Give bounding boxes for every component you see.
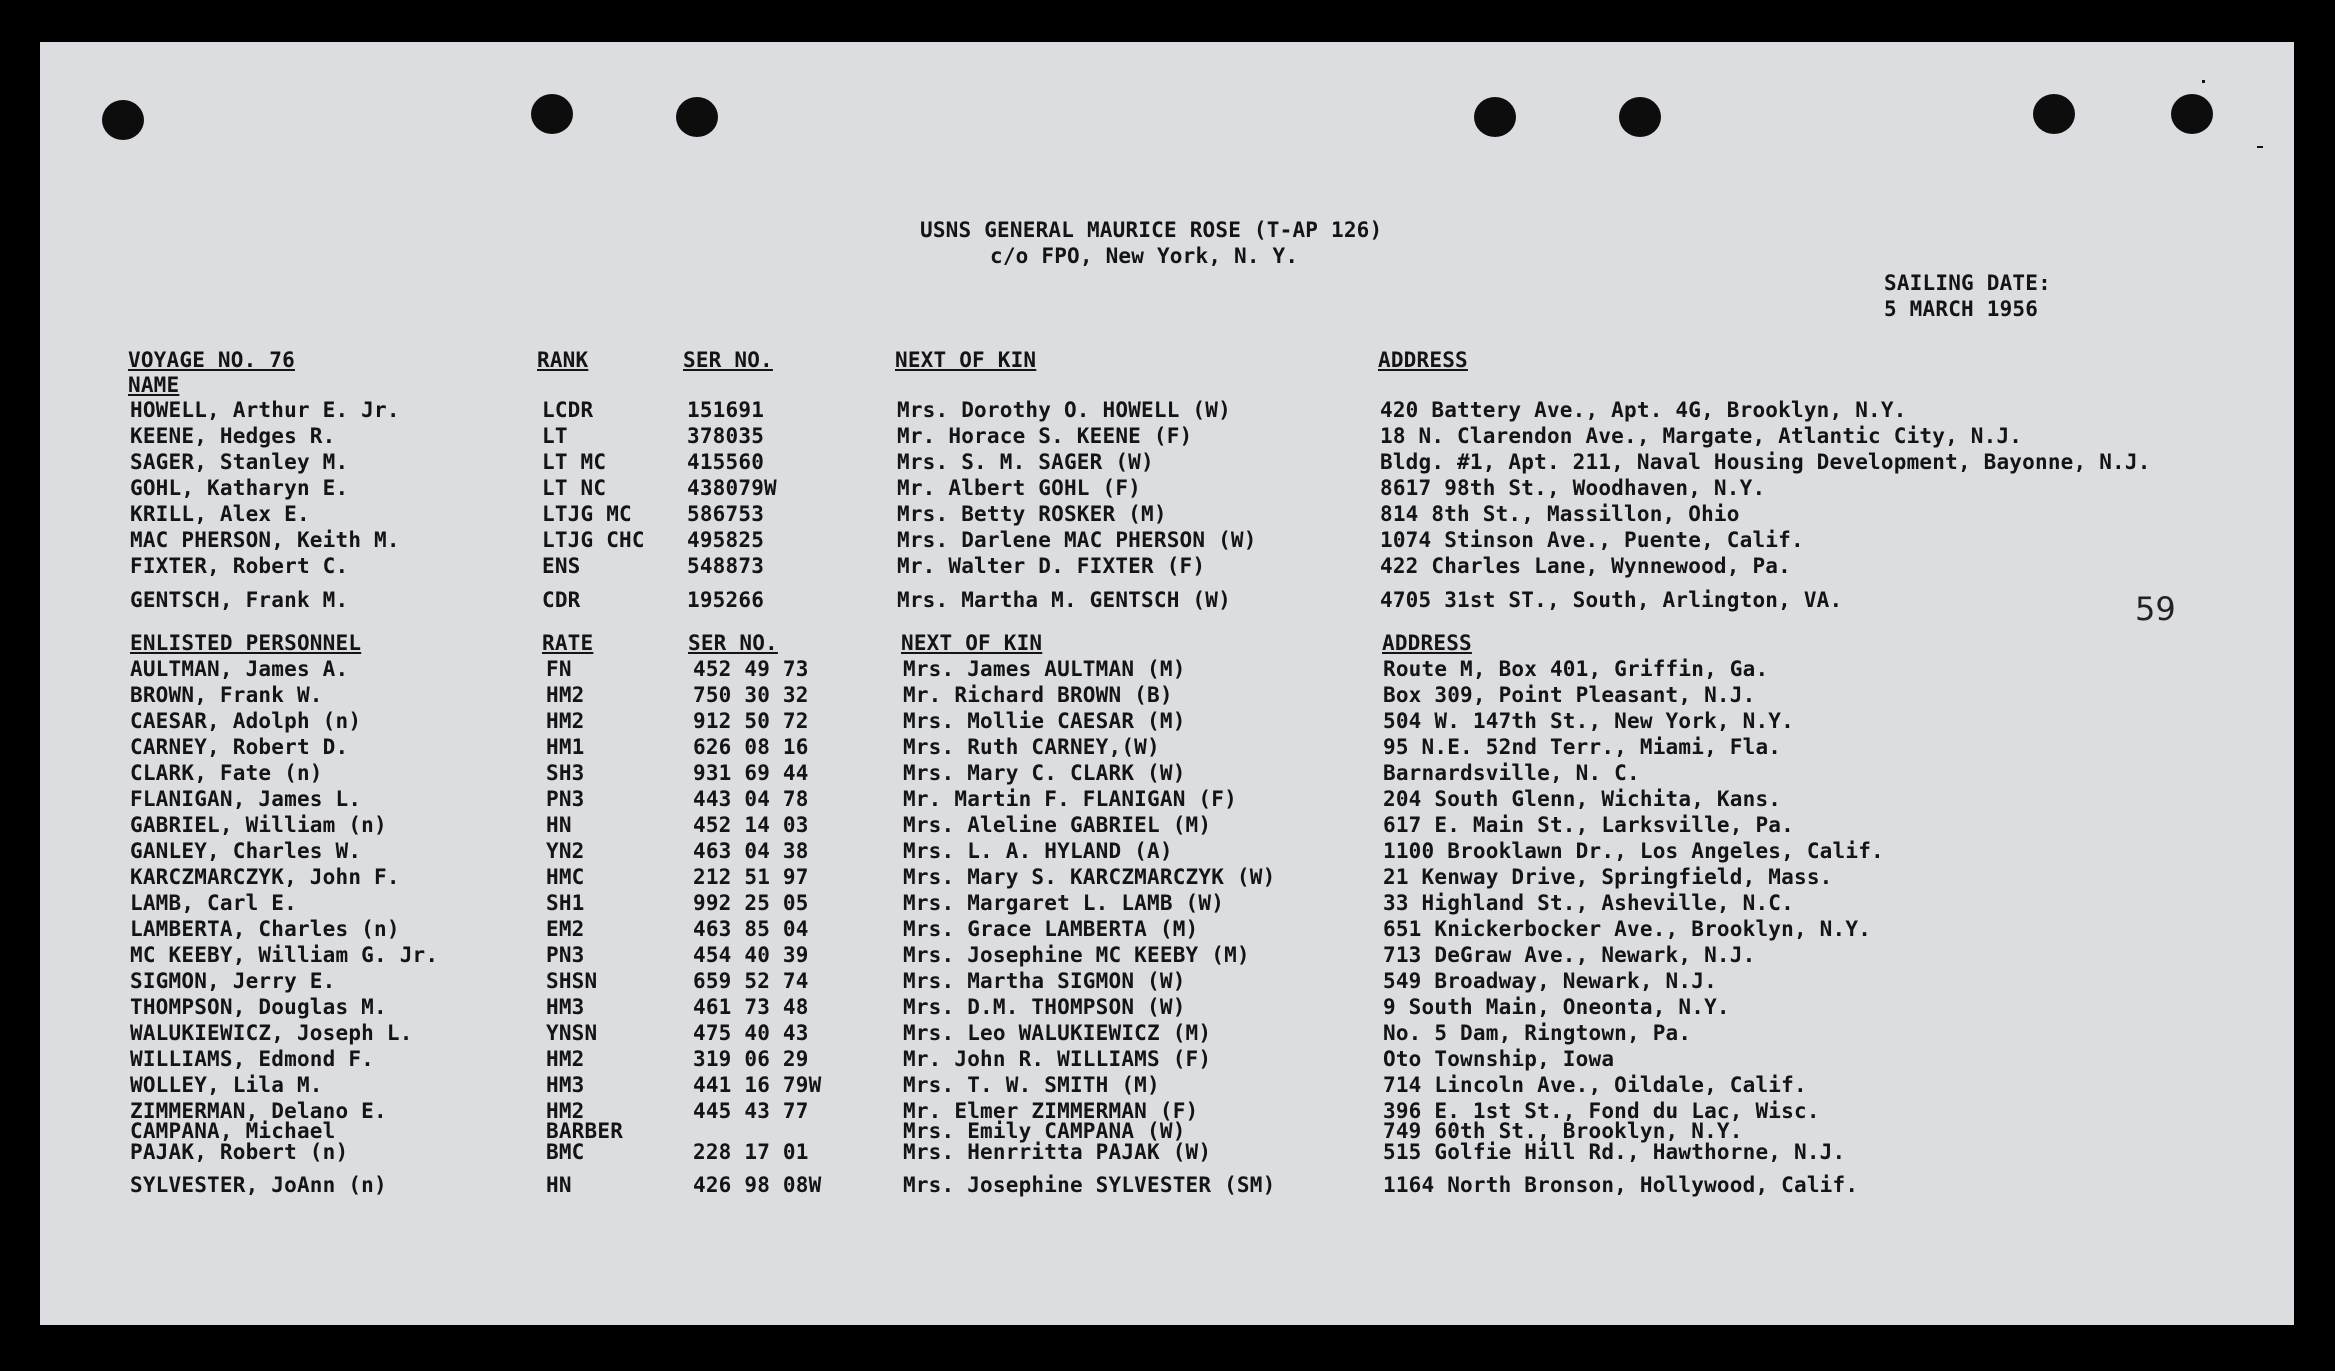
officer-next-of-kin: Mrs. Dorothy O. HOWELL (W) [897, 398, 1231, 422]
punch-hole [102, 100, 144, 140]
enlisted-next-of-kin: Mrs. T. W. SMITH (M) [903, 1073, 1160, 1097]
officer-next-of-kin: Mr. Albert GOHL (F) [897, 476, 1142, 500]
enlisted-name: LAMBERTA, Charles (n) [130, 917, 400, 941]
officer-ser-no: 495825 [687, 528, 765, 552]
enlisted-name: CAESAR, Adolph (n) [130, 709, 362, 733]
enlisted-address: 749 60th St., Brooklyn, N.Y. [1383, 1119, 1743, 1143]
column-header-ser-no: SER NO. [683, 348, 773, 372]
column-header-name: NAME [128, 373, 180, 397]
enlisted-rate: YNSN [546, 1021, 598, 1045]
officer-address: 4705 31st ST., South, Arlington, VA. [1380, 588, 1843, 612]
enlisted-rate: BMC [546, 1140, 585, 1164]
column-header-address: ADDRESS [1382, 631, 1472, 655]
ship-title: USNS GENERAL MAURICE ROSE (T-AP 126) [920, 218, 1383, 242]
enlisted-next-of-kin: Mrs. Mary C. CLARK (W) [903, 761, 1186, 785]
enlisted-ser-no: 626 08 16 [693, 735, 809, 759]
enlisted-next-of-kin: Mr. Richard BROWN (B) [903, 683, 1173, 707]
enlisted-ser-no: 475 40 43 [693, 1021, 809, 1045]
enlisted-name: FLANIGAN, James L. [130, 787, 362, 811]
punch-hole [2171, 94, 2213, 134]
punch-hole [676, 97, 718, 137]
enlisted-name: CARNEY, Robert D. [130, 735, 349, 759]
enlisted-name: CAMPANA, Michael [130, 1119, 336, 1143]
enlisted-ser-no: 912 50 72 [693, 709, 809, 733]
officer-rank: LT NC [542, 476, 607, 500]
enlisted-rate: HM2 [546, 683, 585, 707]
enlisted-rate: PN3 [546, 943, 585, 967]
enlisted-rate: BARBER [546, 1119, 624, 1143]
enlisted-ser-no: 443 04 78 [693, 787, 809, 811]
enlisted-ser-no: 454 40 39 [693, 943, 809, 967]
officer-address: 422 Charles Lane, Wynnewood, Pa. [1380, 554, 1791, 578]
enlisted-name: ZIMMERMAN, Delano E. [130, 1099, 387, 1123]
enlisted-ser-no: 750 30 32 [693, 683, 809, 707]
enlisted-rate: EM2 [546, 917, 585, 941]
officer-name: MAC PHERSON, Keith M. [130, 528, 400, 552]
enlisted-name: GANLEY, Charles W. [130, 839, 362, 863]
officer-rank: LTJG MC [542, 502, 632, 526]
enlisted-address: 396 E. 1st St., Fond du Lac, Wisc. [1383, 1099, 1820, 1123]
officer-next-of-kin: Mr. Horace S. KEENE (F) [897, 424, 1193, 448]
enlisted-name: PAJAK, Robert (n) [130, 1140, 349, 1164]
sailing-date: 5 MARCH 1956 [1884, 297, 2039, 321]
officer-ser-no: 438079W [687, 476, 777, 500]
enlisted-address: Route M, Box 401, Griffin, Ga. [1383, 657, 1769, 681]
enlisted-address: 95 N.E. 52nd Terr., Miami, Fla. [1383, 735, 1782, 759]
margin-mark [2257, 146, 2263, 148]
officer-name: GOHL, Katharyn E. [130, 476, 349, 500]
punch-hole [531, 94, 573, 134]
officer-name: FIXTER, Robert C. [130, 554, 349, 578]
enlisted-rate: HM2 [546, 1099, 585, 1123]
enlisted-address: 549 Broadway, Newark, N.J. [1383, 969, 1717, 993]
enlisted-name: KARCZMARCZYK, John F. [130, 865, 400, 889]
enlisted-ser-no: 426 98 08W [693, 1173, 822, 1197]
officer-rank: LTJG CHC [542, 528, 645, 552]
enlisted-next-of-kin: Mrs. D.M. THOMPSON (W) [903, 995, 1186, 1019]
enlisted-name: MC KEEBY, William G. Jr. [130, 943, 439, 967]
officer-next-of-kin: Mrs. S. M. SAGER (W) [897, 450, 1154, 474]
ship-address: c/o FPO, New York, N. Y. [990, 244, 1299, 268]
voyage-number: VOYAGE NO. 76 [128, 348, 295, 372]
punch-hole [1474, 97, 1516, 137]
enlisted-address: 651 Knickerbocker Ave., Brooklyn, N.Y. [1383, 917, 1872, 941]
enlisted-rate: SH1 [546, 891, 585, 915]
officer-address: 18 N. Clarendon Ave., Margate, Atlantic City, N.J. [1380, 424, 2023, 448]
officer-rank: CDR [542, 588, 581, 612]
enlisted-name: WALUKIEWICZ, Joseph L. [130, 1021, 413, 1045]
officer-next-of-kin: Mr. Walter D. FIXTER (F) [897, 554, 1206, 578]
enlisted-rate: HM3 [546, 1073, 585, 1097]
enlisted-ser-no: 463 85 04 [693, 917, 809, 941]
enlisted-rate: HN [546, 1173, 572, 1197]
enlisted-name: LAMB, Carl E. [130, 891, 297, 915]
enlisted-address: 204 South Glenn, Wichita, Kans. [1383, 787, 1782, 811]
enlisted-name: BROWN, Frank W. [130, 683, 323, 707]
enlisted-address: 515 Golfie Hill Rd., Hawthorne, N.J. [1383, 1140, 1846, 1164]
enlisted-next-of-kin: Mr. Elmer ZIMMERMAN (F) [903, 1099, 1199, 1123]
enlisted-ser-no: 461 73 48 [693, 995, 809, 1019]
enlisted-next-of-kin: Mrs. Josephine MC KEEBY (M) [903, 943, 1250, 967]
officer-ser-no: 586753 [687, 502, 765, 526]
officer-ser-no: 548873 [687, 554, 765, 578]
enlisted-name: GABRIEL, William (n) [130, 813, 387, 837]
enlisted-name: AULTMAN, James A. [130, 657, 349, 681]
enlisted-next-of-kin: Mrs. Mary S. KARCZMARCZYK (W) [903, 865, 1276, 889]
enlisted-name: CLARK, Fate (n) [130, 761, 323, 785]
enlisted-rate: HM3 [546, 995, 585, 1019]
enlisted-rate: HM2 [546, 1047, 585, 1071]
officer-name: KEENE, Hedges R. [130, 424, 336, 448]
sailing-date-label: SAILING DATE: [1884, 271, 2051, 295]
enlisted-address: 617 E. Main St., Larksville, Pa. [1383, 813, 1794, 837]
column-header-rank: RANK [537, 348, 589, 372]
enlisted-rate: PN3 [546, 787, 585, 811]
enlisted-rate: HMC [546, 865, 585, 889]
enlisted-rate: YN2 [546, 839, 585, 863]
officer-rank: LCDR [542, 398, 594, 422]
enlisted-next-of-kin: Mrs. Martha SIGMON (W) [903, 969, 1186, 993]
enlisted-name: SYLVESTER, JoAnn (n) [130, 1173, 387, 1197]
enlisted-address: 1100 Brooklawn Dr., Los Angeles, Calif. [1383, 839, 1884, 863]
punch-hole [1619, 97, 1661, 137]
enlisted-next-of-kin: Mrs. Emily CAMPANA (W) [903, 1119, 1186, 1143]
enlisted-name: WILLIAMS, Edmond F. [130, 1047, 375, 1071]
enlisted-address: 713 DeGraw Ave., Newark, N.J. [1383, 943, 1756, 967]
column-header-next-of-kin: NEXT OF KIN [895, 348, 1037, 372]
enlisted-name: THOMPSON, Douglas M. [130, 995, 387, 1019]
enlisted-rate: FN [546, 657, 572, 681]
margin-mark [2202, 80, 2205, 83]
enlisted-address: 21 Kenway Drive, Springfield, Mass. [1383, 865, 1833, 889]
punch-hole [2033, 94, 2075, 134]
enlisted-ser-no: 228 17 01 [693, 1140, 809, 1164]
enlisted-ser-no: 319 06 29 [693, 1047, 809, 1071]
enlisted-next-of-kin: Mrs. L. A. HYLAND (A) [903, 839, 1173, 863]
enlisted-next-of-kin: Mrs. Leo WALUKIEWICZ (M) [903, 1021, 1212, 1045]
enlisted-ser-no: 992 25 05 [693, 891, 809, 915]
enlisted-rate: SH3 [546, 761, 585, 785]
officer-address: 420 Battery Ave., Apt. 4G, Brooklyn, N.Y. [1380, 398, 1907, 422]
column-header-rate: RATE [542, 631, 594, 655]
enlisted-next-of-kin: Mrs. Margaret L. LAMB (W) [903, 891, 1225, 915]
column-header-next-of-kin: NEXT OF KIN [901, 631, 1043, 655]
officer-address: Bldg. #1, Apt. 211, Naval Housing Development, Bayonne, N.J. [1380, 450, 2151, 474]
enlisted-address: 714 Lincoln Ave., Oildale, Calif. [1383, 1073, 1807, 1097]
enlisted-ser-no: 212 51 97 [693, 865, 809, 889]
column-header-ser-no: SER NO. [688, 631, 778, 655]
enlisted-address: 9 South Main, Oneonta, N.Y. [1383, 995, 1730, 1019]
enlisted-ser-no: 452 49 73 [693, 657, 809, 681]
enlisted-ser-no: 931 69 44 [693, 761, 809, 785]
enlisted-name: WOLLEY, Lila M. [130, 1073, 323, 1097]
enlisted-rate: HM1 [546, 735, 585, 759]
enlisted-address: Barnardsville, N. C. [1383, 761, 1640, 785]
officer-name: HOWELL, Arthur E. Jr. [130, 398, 400, 422]
officer-name: GENTSCH, Frank M. [130, 588, 349, 612]
column-header-address: ADDRESS [1378, 348, 1468, 372]
officer-ser-no: 151691 [687, 398, 765, 422]
enlisted-ser-no: 452 14 03 [693, 813, 809, 837]
enlisted-address: 33 Highland St., Asheville, N.C. [1383, 891, 1794, 915]
officer-address: 814 8th St., Massillon, Ohio [1380, 502, 1740, 526]
enlisted-ser-no: 659 52 74 [693, 969, 809, 993]
officer-rank: LT [542, 424, 568, 448]
page-number: 59 [2135, 590, 2176, 628]
officer-name: SAGER, Stanley M. [130, 450, 349, 474]
enlisted-address: 1164 North Bronson, Hollywood, Calif. [1383, 1173, 1859, 1197]
enlisted-next-of-kin: Mr. Martin F. FLANIGAN (F) [903, 787, 1237, 811]
officer-ser-no: 195266 [687, 588, 765, 612]
officer-name: KRILL, Alex E. [130, 502, 310, 526]
enlisted-rate: HM2 [546, 709, 585, 733]
enlisted-next-of-kin: Mr. John R. WILLIAMS (F) [903, 1047, 1212, 1071]
column-header-enlisted-personnel: ENLISTED PERSONNEL [130, 631, 362, 655]
enlisted-ser-no: 463 04 38 [693, 839, 809, 863]
enlisted-next-of-kin: Mrs. Aleline GABRIEL (M) [903, 813, 1212, 837]
officer-rank: ENS [542, 554, 581, 578]
enlisted-address: 504 W. 147th St., New York, N.Y. [1383, 709, 1794, 733]
officer-next-of-kin: Mrs. Darlene MAC PHERSON (W) [897, 528, 1257, 552]
enlisted-name: SIGMON, Jerry E. [130, 969, 336, 993]
enlisted-next-of-kin: Mrs. James AULTMAN (M) [903, 657, 1186, 681]
officer-ser-no: 378035 [687, 424, 765, 448]
enlisted-next-of-kin: Mrs. Grace LAMBERTA (M) [903, 917, 1199, 941]
enlisted-next-of-kin: Mrs. Josephine SYLVESTER (SM) [903, 1173, 1276, 1197]
officer-next-of-kin: Mrs. Martha M. GENTSCH (W) [897, 588, 1231, 612]
enlisted-ser-no: 445 43 77 [693, 1099, 809, 1123]
enlisted-address: No. 5 Dam, Ringtown, Pa. [1383, 1021, 1692, 1045]
enlisted-address: Oto Township, Iowa [1383, 1047, 1615, 1071]
enlisted-ser-no: 441 16 79W [693, 1073, 822, 1097]
officer-ser-no: 415560 [687, 450, 765, 474]
officer-address: 8617 98th St., Woodhaven, N.Y. [1380, 476, 1766, 500]
enlisted-next-of-kin: Mrs. Ruth CARNEY,(W) [903, 735, 1160, 759]
officer-rank: LT MC [542, 450, 607, 474]
officer-next-of-kin: Mrs. Betty ROSKER (M) [897, 502, 1167, 526]
enlisted-next-of-kin: Mrs. Henrritta PAJAK (W) [903, 1140, 1212, 1164]
enlisted-rate: SHSN [546, 969, 598, 993]
officer-address: 1074 Stinson Ave., Puente, Calif. [1380, 528, 1804, 552]
enlisted-next-of-kin: Mrs. Mollie CAESAR (M) [903, 709, 1186, 733]
enlisted-address: Box 309, Point Pleasant, N.J. [1383, 683, 1756, 707]
enlisted-rate: HN [546, 813, 572, 837]
